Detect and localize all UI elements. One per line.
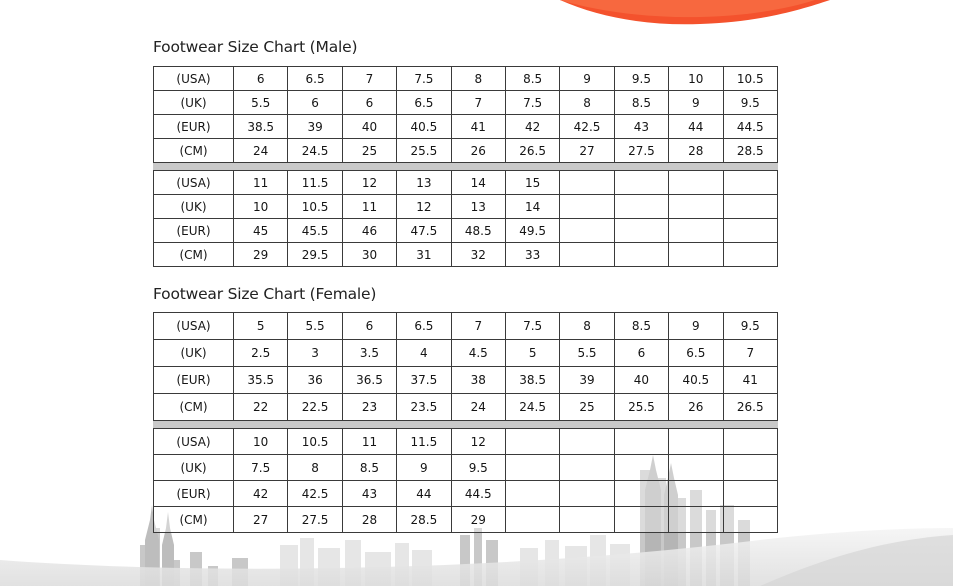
- size-cell: 13: [397, 171, 451, 195]
- size-cell: 33: [505, 243, 559, 267]
- size-cell: 38.5: [234, 115, 288, 139]
- size-cell: 36.5: [342, 367, 396, 394]
- size-cell: [560, 455, 614, 481]
- size-cell: [614, 219, 668, 243]
- table-row: [154, 243, 778, 267]
- size-cell: 10: [669, 67, 723, 91]
- size-cell: 46: [342, 219, 396, 243]
- size-cell: [505, 507, 559, 533]
- size-cell: [723, 243, 777, 267]
- size-cell: 43: [342, 481, 396, 507]
- size-cell: 11: [342, 195, 396, 219]
- size-cell: [560, 219, 614, 243]
- size-cell: 29: [234, 243, 288, 267]
- size-cell: 11.5: [288, 171, 342, 195]
- table-separator: [154, 163, 778, 171]
- size-cell: 8.5: [614, 91, 668, 115]
- size-cell: 9: [669, 91, 723, 115]
- size-cell: 14: [451, 171, 505, 195]
- size-cell: 47.5: [397, 219, 451, 243]
- row-label: (EUR): [154, 481, 234, 507]
- size-cell: 32: [451, 243, 505, 267]
- size-cell: 43: [614, 115, 668, 139]
- male-chart-title: Footwear Size Chart (Male): [153, 38, 358, 56]
- size-cell: 29.5: [288, 243, 342, 267]
- size-cell: 40.5: [397, 115, 451, 139]
- size-cell: 7.5: [397, 67, 451, 91]
- size-cell: [560, 195, 614, 219]
- size-cell: 6.5: [397, 91, 451, 115]
- size-cell: 9: [397, 455, 451, 481]
- size-cell: 38: [451, 367, 505, 394]
- size-cell: 25: [560, 394, 614, 421]
- size-cell: 6: [614, 340, 668, 367]
- row-label: (CM): [154, 139, 234, 163]
- separator-bar: [154, 421, 778, 429]
- size-cell: 48.5: [451, 219, 505, 243]
- size-cell: 7: [342, 67, 396, 91]
- row-label: (USA): [154, 429, 234, 455]
- size-cell: 40: [614, 367, 668, 394]
- size-cell: 24.5: [288, 139, 342, 163]
- size-cell: 28: [669, 139, 723, 163]
- size-cell: [560, 429, 614, 455]
- size-cell: 6.5: [397, 313, 451, 340]
- size-cell: 15: [505, 171, 559, 195]
- size-cell: 11.5: [397, 429, 451, 455]
- size-cell: 4: [397, 340, 451, 367]
- size-cell: 24: [234, 139, 288, 163]
- size-cell: 3.5: [342, 340, 396, 367]
- size-cell: 8: [288, 455, 342, 481]
- row-label: (UK): [154, 91, 234, 115]
- size-cell: [560, 243, 614, 267]
- size-cell: 8: [451, 67, 505, 91]
- size-cell: [723, 171, 777, 195]
- size-cell: 8: [560, 91, 614, 115]
- size-cell: [669, 219, 723, 243]
- size-cell: 11: [342, 429, 396, 455]
- table-row: [154, 171, 778, 195]
- size-cell: 11: [234, 171, 288, 195]
- row-label: (EUR): [154, 115, 234, 139]
- size-cell: 6: [342, 91, 396, 115]
- size-cell: 23: [342, 394, 396, 421]
- size-cell: 24.5: [505, 394, 559, 421]
- table-row: [154, 367, 778, 394]
- size-cell: 25.5: [397, 139, 451, 163]
- size-cell: 42.5: [560, 115, 614, 139]
- size-cell: [560, 507, 614, 533]
- row-label: (USA): [154, 171, 234, 195]
- size-cell: 27: [560, 139, 614, 163]
- size-cell: [669, 171, 723, 195]
- size-cell: [669, 429, 723, 455]
- table-row: [154, 139, 778, 163]
- size-cell: 10.5: [288, 429, 342, 455]
- size-cell: 26.5: [723, 394, 777, 421]
- size-cell: 5: [234, 313, 288, 340]
- table-row: [154, 219, 778, 243]
- size-cell: [669, 507, 723, 533]
- size-cell: 12: [342, 171, 396, 195]
- male-size-table: [153, 66, 778, 267]
- size-cell: [723, 219, 777, 243]
- size-cell: 9: [669, 313, 723, 340]
- size-cell: 30: [342, 243, 396, 267]
- size-cell: [723, 429, 777, 455]
- table-row: [154, 195, 778, 219]
- size-cell: [669, 243, 723, 267]
- size-cell: 10.5: [288, 195, 342, 219]
- size-cell: [723, 507, 777, 533]
- table-row: [154, 91, 778, 115]
- size-cell: 7: [723, 340, 777, 367]
- size-cell: 12: [397, 195, 451, 219]
- size-cell: [723, 481, 777, 507]
- size-cell: 9.5: [451, 455, 505, 481]
- size-cell: 4.5: [451, 340, 505, 367]
- size-cell: 7.5: [505, 91, 559, 115]
- size-cell: 40.5: [669, 367, 723, 394]
- table-row: [154, 394, 778, 421]
- size-cell: 37.5: [397, 367, 451, 394]
- size-cell: 42: [505, 115, 559, 139]
- size-cell: 27: [234, 507, 288, 533]
- size-cell: 22.5: [288, 394, 342, 421]
- size-cell: 9: [560, 67, 614, 91]
- size-cell: 35.5: [234, 367, 288, 394]
- size-cell: 28: [342, 507, 396, 533]
- size-cell: 45.5: [288, 219, 342, 243]
- size-cell: 42.5: [288, 481, 342, 507]
- size-cell: 3: [288, 340, 342, 367]
- size-cell: [505, 429, 559, 455]
- size-cell: 14: [505, 195, 559, 219]
- row-label: (UK): [154, 340, 234, 367]
- table-row: [154, 507, 778, 533]
- size-cell: 9.5: [723, 313, 777, 340]
- size-cell: 12: [451, 429, 505, 455]
- size-cell: 22: [234, 394, 288, 421]
- size-cell: 28.5: [397, 507, 451, 533]
- size-cell: 6.5: [288, 67, 342, 91]
- size-cell: 26: [669, 394, 723, 421]
- row-label: (USA): [154, 313, 234, 340]
- size-cell: 6.5: [669, 340, 723, 367]
- size-cell: 29: [451, 507, 505, 533]
- separator-bar: [154, 163, 778, 171]
- size-cell: 44: [397, 481, 451, 507]
- size-cell: 9.5: [614, 67, 668, 91]
- size-cell: 5.5: [288, 313, 342, 340]
- size-cell: 23.5: [397, 394, 451, 421]
- size-cell: 8.5: [342, 455, 396, 481]
- size-cell: [505, 481, 559, 507]
- size-cell: 31: [397, 243, 451, 267]
- size-cell: 10: [234, 195, 288, 219]
- row-label: (EUR): [154, 367, 234, 394]
- row-label: (CM): [154, 243, 234, 267]
- table-row: [154, 481, 778, 507]
- female-chart-title: Footwear Size Chart (Female): [153, 285, 377, 303]
- row-label: (CM): [154, 394, 234, 421]
- size-cell: 28.5: [723, 139, 777, 163]
- size-cell: [614, 429, 668, 455]
- table-separator: [154, 421, 778, 429]
- table-row: [154, 429, 778, 455]
- size-cell: 24: [451, 394, 505, 421]
- table-row: [154, 340, 778, 367]
- size-cell: [614, 507, 668, 533]
- size-cell: [669, 481, 723, 507]
- size-cell: 39: [560, 367, 614, 394]
- row-label: (CM): [154, 507, 234, 533]
- female-size-table: [153, 312, 778, 533]
- size-cell: 27.5: [288, 507, 342, 533]
- size-cell: [669, 195, 723, 219]
- row-label: (UK): [154, 195, 234, 219]
- size-cell: 13: [451, 195, 505, 219]
- size-cell: [560, 481, 614, 507]
- size-cell: 6: [342, 313, 396, 340]
- size-cell: 5: [505, 340, 559, 367]
- size-cell: [723, 455, 777, 481]
- size-cell: 8.5: [614, 313, 668, 340]
- size-cell: 36: [288, 367, 342, 394]
- size-cell: 39: [288, 115, 342, 139]
- size-cell: 2.5: [234, 340, 288, 367]
- size-cell: [669, 455, 723, 481]
- size-cell: 7: [451, 313, 505, 340]
- size-cell: [723, 195, 777, 219]
- size-cell: 49.5: [505, 219, 559, 243]
- size-cell: 41: [451, 115, 505, 139]
- row-label: (USA): [154, 67, 234, 91]
- size-cell: [614, 455, 668, 481]
- size-cell: 26: [451, 139, 505, 163]
- orange-wave-decoration: [0, 0, 953, 40]
- size-cell: 44.5: [723, 115, 777, 139]
- size-cell: 44.5: [451, 481, 505, 507]
- row-label: (EUR): [154, 219, 234, 243]
- size-cell: 41: [723, 367, 777, 394]
- size-cell: 26.5: [505, 139, 559, 163]
- size-cell: 7.5: [505, 313, 559, 340]
- size-cell: 10.5: [723, 67, 777, 91]
- size-cell: 44: [669, 115, 723, 139]
- size-cell: 42: [234, 481, 288, 507]
- size-cell: [614, 481, 668, 507]
- size-cell: 6: [288, 91, 342, 115]
- size-cell: [505, 455, 559, 481]
- size-cell: 7: [451, 91, 505, 115]
- size-cell: [614, 243, 668, 267]
- size-cell: 5.5: [560, 340, 614, 367]
- table-row: [154, 455, 778, 481]
- size-cell: 38.5: [505, 367, 559, 394]
- size-cell: 25.5: [614, 394, 668, 421]
- size-cell: 40: [342, 115, 396, 139]
- size-cell: [614, 195, 668, 219]
- table-row: [154, 115, 778, 139]
- size-cell: 5.5: [234, 91, 288, 115]
- size-cell: 9.5: [723, 91, 777, 115]
- size-cell: 45: [234, 219, 288, 243]
- size-cell: 8: [560, 313, 614, 340]
- size-cell: 27.5: [614, 139, 668, 163]
- size-cell: 8.5: [505, 67, 559, 91]
- table-row: [154, 313, 778, 340]
- size-cell: [614, 171, 668, 195]
- table-row: [154, 67, 778, 91]
- size-cell: 6: [234, 67, 288, 91]
- size-cell: 7.5: [234, 455, 288, 481]
- size-cell: [560, 171, 614, 195]
- size-cell: 10: [234, 429, 288, 455]
- row-label: (UK): [154, 455, 234, 481]
- size-cell: 25: [342, 139, 396, 163]
